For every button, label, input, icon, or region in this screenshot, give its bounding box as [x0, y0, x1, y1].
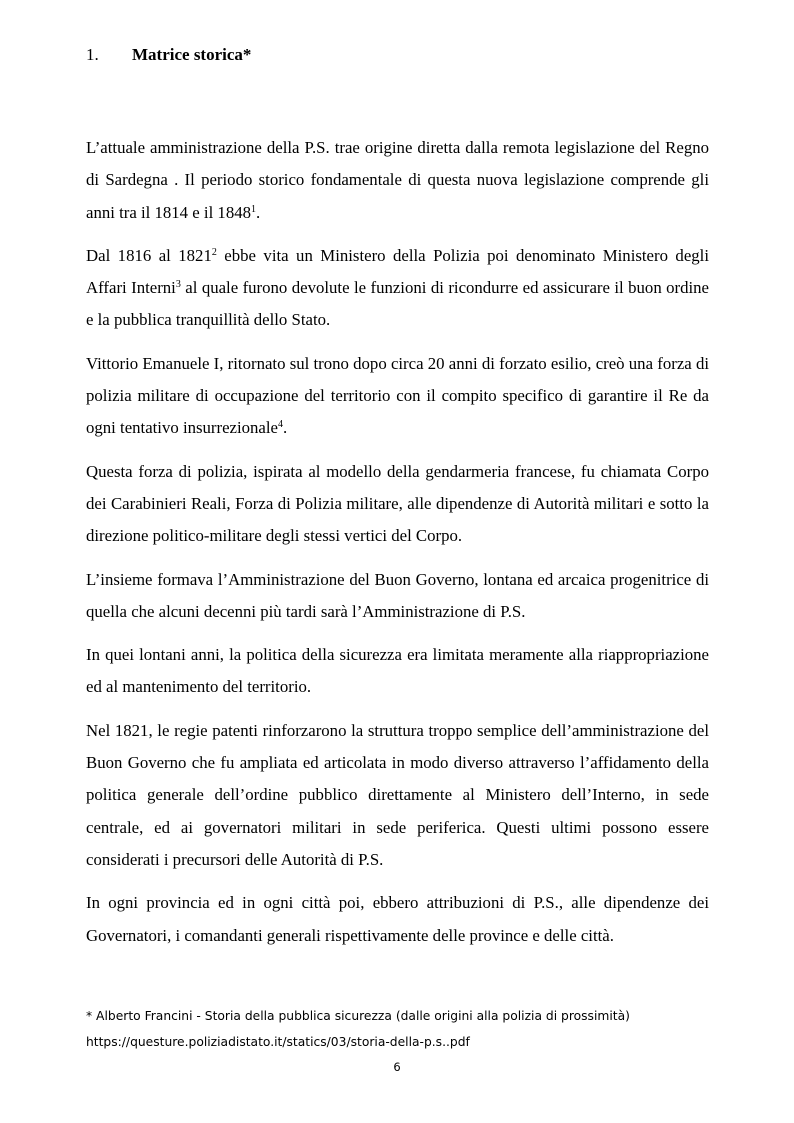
paragraph: L’insieme formava l’Amministrazione del Buon Governo, lontana ed arcaica progenitrice di quella che alcuni decenni più tardi sarà l’Amministrazione di P.S.	[86, 569, 709, 621]
footnote-ref: 2	[211, 246, 217, 258]
body-text	[86, 132, 709, 963]
footnote-url[interactable]: https://questure.poliziadistato.it/statics/03/storia-della-p.s..pdf	[86, 1035, 470, 1049]
footnote-ref: 4	[278, 419, 283, 431]
footnote-text: * Alberto Francini - Storia della pubblica sicurezza (dalle origini alla polizia di prossimità)	[86, 1009, 630, 1023]
section-number: 1.	[86, 45, 99, 64]
paragraph: Dal 1816 al 1821$^2$ ebbe vita un Ministero della Polizia poi denominato Ministero degli Affari Interni$^3$ al quale furono devolute le funzioni di ricondurre ed assicurare il buon ordine e la pubblica tranquillità dello Stato.	[86, 245, 710, 330]
paragraph: Questa forza di polizia, ispirata al modello della gendarmeria francese, fu chiamata Corpo dei Carabinieri Reali, Forza di Polizia militare, alle dipendenze di Autorità militari e sotto la direzione politico-militare degli stessi vertici del Corpo.	[86, 461, 709, 546]
paragraph: Nel 1821, le regie patenti rinforzarono la struttura troppo semplice dell’amministrazione del Buon Governo che fu ampliata ed articolata in modo diverso attraverso l’affidamento della politica generale dell’ordine pubblico direttamente al Ministero dell’Interno, in sede centrale, ed ai governatori militari in sede periferica. Questi ultimi possono essere considerati i precursori delle Autorità di P.S.	[86, 720, 709, 869]
footnote-ref: 1	[251, 203, 256, 215]
paragraph: In quei lontani anni, la politica della sicurezza era limitata meramente alla riappropriazione ed al mantenimento del territorio.	[86, 645, 709, 697]
footnote-ref: 3	[175, 279, 181, 291]
section-heading	[86, 44, 251, 66]
paragraph: Vittorio Emanuele I, ritornato sul trono dopo circa 20 anni di forzato esilio, creò una forza di polizia militare di occupazione del territorio con il compito specifico di garantire il Re da ogni tentativo insurrezionale$^4$.	[86, 353, 709, 438]
page-number: 6	[393, 1060, 401, 1074]
section-title: Matrice storica*	[132, 45, 252, 64]
paragraph: In ogni provincia ed in ogni città poi, ebbero attribuzioni di P.S., alle dipendenze dei Governatori, i comandanti generali rispettivamente delle province e delle città.	[86, 893, 709, 945]
paragraph: L’attuale amministrazione della P.S. trae origine diretta dalla remota legislazione del Regno di Sardegna . Il periodo storico fondamentale di questa nuova legislazione comprende gli anni tra il 1814 e il 1848$^1$.	[86, 138, 709, 222]
